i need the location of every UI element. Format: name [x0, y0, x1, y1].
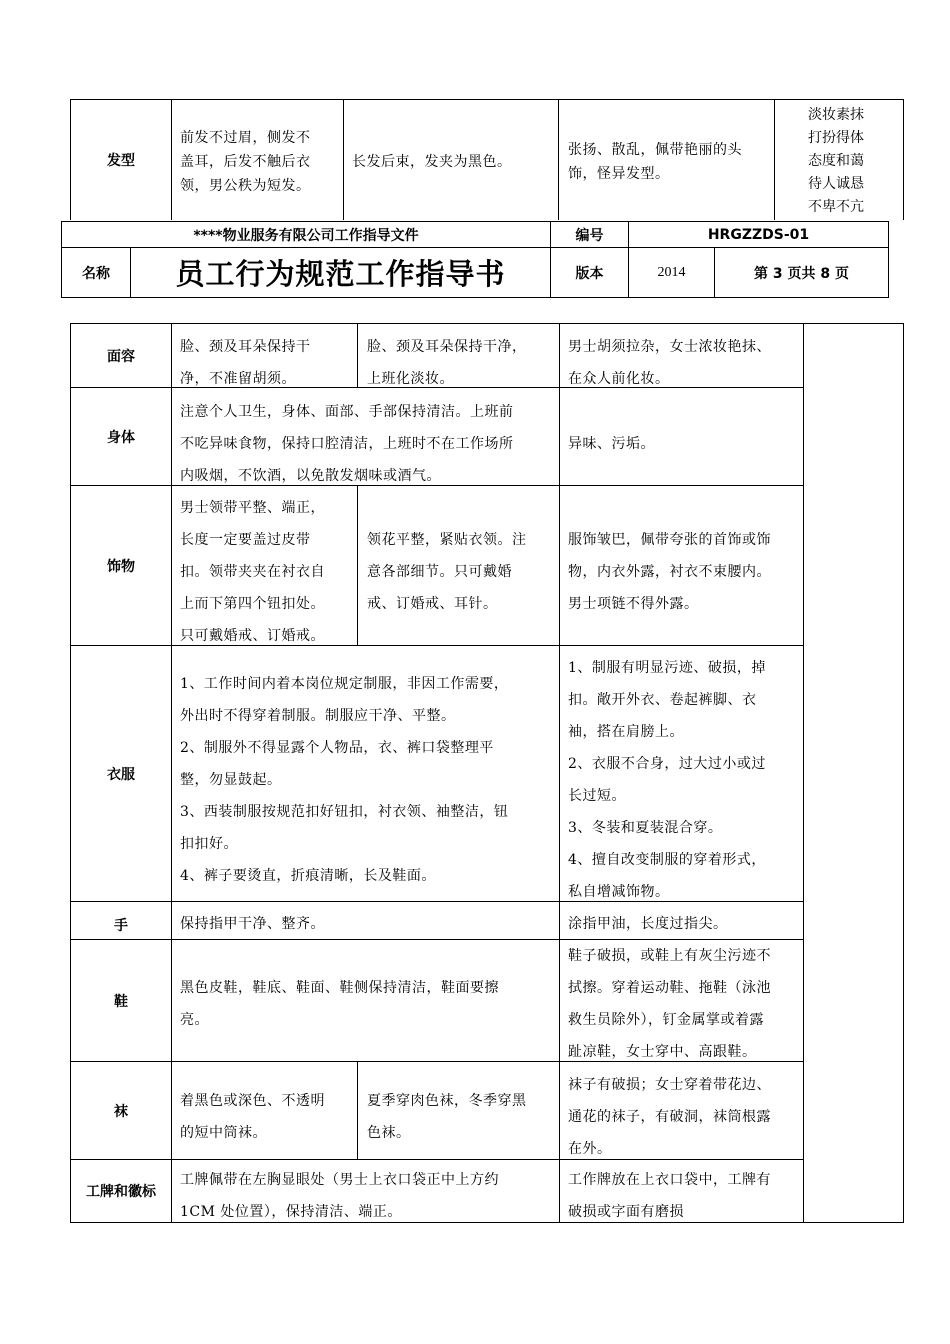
page-info: 第 3 页共 8 页	[754, 265, 849, 282]
face-male: 脸、颈及耳朵保持干 净，不准留胡须。	[180, 339, 311, 387]
row-label-hands: 手	[114, 918, 128, 934]
row-label-socks: 袜	[114, 1103, 128, 1120]
shoes-common: 黑色皮鞋，鞋底、鞋面、鞋侧保持清洁，鞋面要擦 亮。	[180, 980, 499, 1028]
clothing-common: 1、工作时间内着本岗位规定制服，非因工作需要， 外出时不得穿着制服。制服应干净、平整。 2、制服外不得显露个人物品，衣、裤口袋整理平 整，勿显鼓起。 3、西装制服按规范扣好钮扣，衬衣领、袖整洁，钮 扣扣好。 4、裤子要烫直，折痕清晰，长及鞋面。	[180, 676, 509, 884]
clothing-forbidden: 1、制服有明显污迹、破损，掉 扣。敞开外衣、卷起裤脚、衣 袖，搭在肩膀上。 2、衣服不合身，过大过小或过 长过短。 3、冬装和夏装混合穿。 4、擅自改变制服的穿着形式， 私自增减饰物。	[568, 660, 766, 900]
hands-forbidden: 涂指甲油，长度过指尖。	[568, 916, 728, 932]
badge-forbidden: 工作牌放在上衣口袋中，工牌有 破损或字面有磨损	[568, 1172, 771, 1220]
body-common: 注意个人卫生，身体、面部、手部保持清洁。上班前 不吃异味食物，保持口腔清洁，上班时不在工作场所 内吸烟，不饮酒，以免散发烟味或酒气。	[180, 404, 514, 484]
accessories-male: 男士领带平整、端正， 长度一定要盖过皮带 扣。领带夹夹在衬衣自 上而下第四个钮扣处。 只可戴婚戒、订婚戒。	[180, 500, 325, 644]
body-forbidden: 异味、污垢。	[568, 436, 655, 452]
row-label-body: 身体	[107, 429, 135, 446]
document-title: 员工行为规范工作指导书	[175, 257, 506, 291]
hands-common: 保持指甲干净、整齐。	[180, 916, 325, 932]
code-value: HRGZZDS-01	[707, 226, 810, 243]
hairstyle-male: 前发不过眉，侧发不 盖耳，后发不触后衣 领，男公秩为短发。	[180, 130, 311, 194]
code-label: 编号	[575, 227, 604, 244]
shoes-forbidden: 鞋子破损，或鞋上有灰尘污迹不 拭擦。穿着运动鞋、拖鞋（泳池 救生员除外），钉金属掌或着露 趾凉鞋，女士穿中、高跟鞋。	[568, 948, 771, 1060]
row-label-shoes: 鞋	[114, 993, 128, 1010]
row-label-hairstyle: 发型	[107, 152, 135, 169]
name-label: 名称	[82, 265, 110, 282]
badge-common: 工牌佩带在左胸显眼处（男士上衣口袋正中上方约 1CM 处位置），保持清洁、端正。	[180, 1172, 499, 1220]
hairstyle-female: 长发后束，发夹为黑色。	[352, 154, 512, 170]
row-label-badge: 工牌和徽标	[86, 1184, 156, 1200]
company-doc-title: ****物业服务有限公司工作指导文件	[193, 227, 419, 244]
face-forbidden: 男士胡须拉杂，女士浓妆艳抹、 在众人前化妆。	[568, 339, 771, 387]
row-label-face: 面容	[107, 348, 135, 365]
version-value: 2014	[657, 264, 686, 280]
row-label-clothing: 衣服	[107, 766, 135, 783]
row-label-accessories: 饰物	[107, 558, 135, 575]
side-note: 淡妆素抹 打扮得体 态度和蔼 待人诚恳 不卑不亢	[808, 107, 864, 215]
hairstyle-forbidden: 张扬、散乱，佩带艳丽的头 饰，怪异发型。	[568, 142, 742, 182]
accessories-forbidden: 服饰皱巴，佩带夸张的首饰或饰 物，内衣外露，衬衣不束腰内。 男士项链不得外露。	[568, 532, 771, 612]
version-label: 版本	[575, 265, 604, 282]
socks-forbidden: 袜子有破损；女士穿着带花边、 通花的袜子，有破洞，袜筒根露 在外。	[568, 1077, 771, 1157]
socks-female: 夏季穿肉色袜，冬季穿黑 色袜。	[367, 1093, 527, 1141]
socks-male: 着黑色或深色、不透明 的短中筒袜。	[180, 1093, 325, 1141]
face-female: 脸、颈及耳朵保持干净， 上班化淡妆。	[367, 339, 527, 387]
accessories-female: 领花平整，紧贴衣领。注 意各部细节。只可戴婚 戒、订婚戒、耳针。	[367, 532, 527, 612]
